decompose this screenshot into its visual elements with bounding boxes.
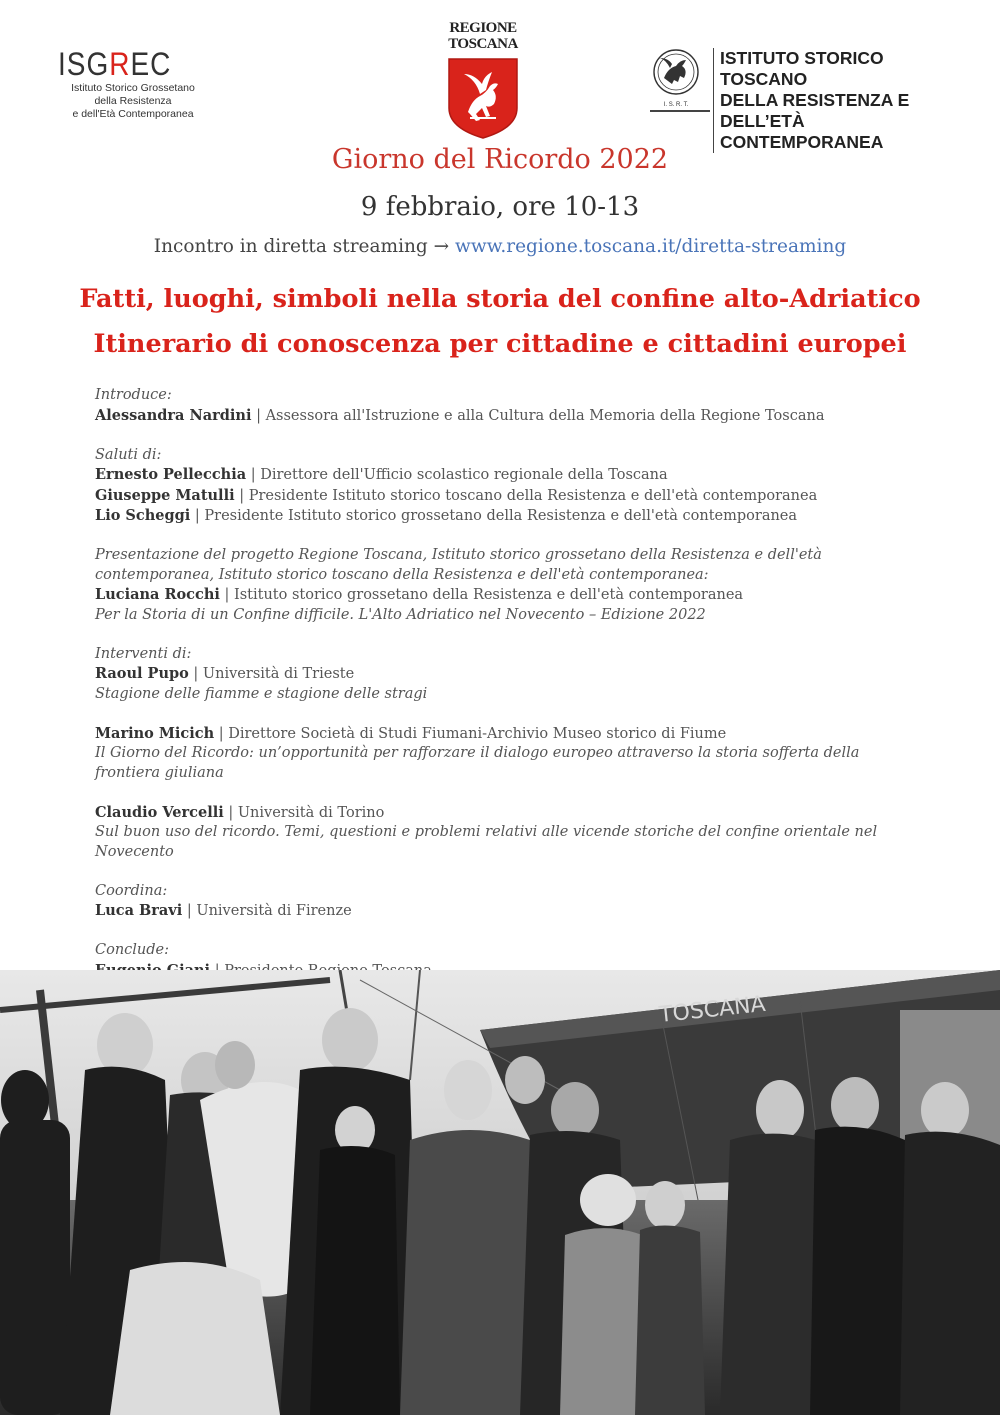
separator: |	[256, 407, 261, 424]
program-section	[95, 724, 915, 784]
speaker-line	[95, 486, 915, 507]
headline-line-1: Fatti, luoghi, simboli nella storia del confine alto-Adriatico	[79, 284, 921, 314]
program-section	[95, 645, 915, 705]
talk-title: Per la Storia di un Confine difficile. L'Alto Adriatico nel Novecento – Edizione 2022	[95, 606, 706, 623]
talk-title: Il Giorno del Ricordo: un’opportunità per rafforzare il dialogo europeo attraverso la storia sofferta della frontiera giuliana	[95, 745, 860, 781]
program-section	[95, 882, 915, 922]
pegasus-shield-icon	[446, 56, 520, 140]
program-section	[95, 546, 915, 625]
speaker-name: Claudio Vercelli	[95, 803, 224, 821]
event-title: Giorno del Ricordo 2022	[331, 144, 669, 175]
speaker-line	[95, 901, 915, 922]
stream-line	[0, 236, 1000, 257]
arrow-right-icon: →	[433, 236, 450, 257]
talk-title: Stagione delle fiamme e stagione delle stragi	[95, 685, 428, 702]
speaker-role: Università di Torino	[237, 804, 385, 821]
separator: |	[239, 487, 245, 504]
speaker-name: Giuseppe Matulli	[95, 486, 235, 504]
stream-link[interactable]: www.regione.toscana.it/diretta-streaming	[455, 236, 847, 257]
isgrec-wordmark: ISGREC	[58, 46, 172, 82]
separator: |	[224, 587, 230, 603]
speaker-role: Presidente Istituto storico grossetano della Resistenza e dell'età contemporanea	[204, 508, 798, 524]
section-label: Conclude:	[95, 942, 170, 958]
separator: |	[218, 725, 224, 742]
speaker-line	[95, 465, 915, 486]
speaker-name: Luca Bravi	[95, 902, 183, 919]
separator: |	[186, 903, 192, 919]
program-section	[95, 446, 915, 527]
section-label: Presentazione del progetto Regione Toscana, Istituto storico grossetano della Resistenza e dell'età contemporanea, Istituto storico toscano della Resistenza e dell'età contemporanea:	[95, 547, 822, 583]
speaker-line	[95, 724, 915, 745]
program-section	[95, 803, 915, 863]
event-date: 9 febbraio, ore 10-13	[360, 192, 640, 222]
isrt-rule	[650, 110, 710, 112]
section-label: Introduce:	[95, 387, 172, 403]
isgrec-logo	[58, 46, 198, 121]
stream-text: Incontro in diretta streaming	[153, 236, 428, 257]
speaker-role: Istituto storico grossetano della Resistenza e dell'età contemporanea	[234, 587, 744, 603]
speaker-name: Marino Micich	[95, 724, 215, 742]
section-label: Saluti di:	[95, 446, 162, 463]
section-label: Coordina:	[95, 882, 168, 899]
speaker-role: Direttore dell'Ufficio scolastico regionale della Toscana	[260, 467, 668, 483]
separator: |	[194, 508, 200, 524]
isrt-seal-text: I. S. R. T.	[663, 102, 689, 108]
speaker-name: Lio Scheggi	[95, 507, 191, 524]
speaker-line	[95, 406, 915, 427]
ship-name: TOSCANA	[658, 991, 767, 1028]
isrt-name: ISTITUTO STORICO TOSCANO DELLA RESISTENZA E DELL’ETÀ CONTEMPORANEA	[713, 48, 970, 153]
speaker-line	[95, 803, 915, 824]
speaker-role: Direttore Società di Studi Fiumani-Archivio Museo storico di Fiume	[228, 725, 727, 742]
speaker-line	[95, 664, 915, 685]
isrt-seal-icon	[650, 46, 708, 110]
speaker-role: Presidente Istituto storico toscano della Resistenza e dell'età contemporanea	[248, 487, 818, 504]
headline-line-2: Itinerario di conoscenza per cittadine e cittadini europei	[93, 329, 907, 359]
speaker-name: Alessandra Nardini	[95, 406, 252, 424]
speaker-line	[95, 585, 915, 606]
historical-photo	[0, 970, 1000, 1415]
isrt-logo	[650, 46, 970, 152]
isgrec-caption: Istituto Storico Grossetano della Resistenza e dell'Età Contemporanea	[71, 82, 195, 120]
speaker-line	[95, 506, 915, 527]
separator: |	[193, 666, 199, 682]
program-list	[95, 386, 915, 1001]
regione-toscana-wordmark: REGIONE TOSCANA	[448, 20, 518, 52]
speaker-name: Raoul Pupo	[95, 665, 189, 682]
speaker-name: Luciana Rocchi	[95, 586, 220, 603]
regione-toscana-logo	[438, 20, 528, 144]
section-label: Interventi di:	[95, 645, 192, 662]
separator: |	[250, 467, 256, 483]
program-section	[95, 386, 915, 426]
talk-title: Sul buon uso del ricordo. Temi, questioni e problemi relativi alle vicende storiche del confine orientale nel Novecento	[95, 824, 878, 860]
speaker-role: Università di Firenze	[196, 903, 352, 919]
speaker-name: Ernesto Pellecchia	[95, 466, 247, 483]
speaker-role: Università di Trieste	[202, 666, 355, 682]
separator: |	[228, 804, 234, 821]
speaker-role: Assessora all'Istruzione e alla Cultura della Memoria della Regione Toscana	[265, 407, 825, 424]
